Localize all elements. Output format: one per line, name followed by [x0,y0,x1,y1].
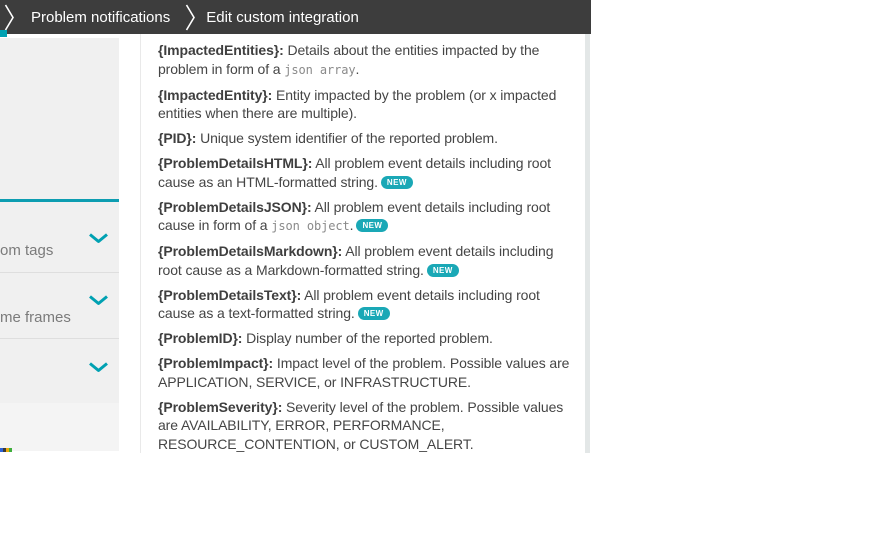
chevron-down-icon[interactable] [88,362,109,373]
placeholder-description [158,354,570,391]
placeholder-name: {ProblemDetailsHTML}: [158,155,313,171]
new-badge: NEW [356,219,388,232]
breadcrumb-item-problem-notifications[interactable]: Problem notifications [31,8,171,26]
placeholder-name: {PID}: [158,130,197,146]
sidebar-lower-panel [0,403,119,451]
placeholder-text: Impact level of the problem. Possible values are APPLICATION, SERVICE, or INFRASTRUCTURE. [158,355,570,390]
chevron-down-icon[interactable] [88,295,109,306]
chevron-down-icon[interactable] [88,233,109,244]
scrollbar-track[interactable] [585,34,590,453]
placeholder-text: Entity impacted by the problem (or x impacted entities when there are multiple). [158,86,557,121]
placeholder-description [158,286,570,323]
sidebar-item-custom-tags[interactable] [0,230,119,300]
placeholder-description [158,398,570,454]
placeholder-text-end: . [355,60,360,77]
placeholder-text: All problem event details including root cause as a Markdown-formatted string. [158,243,554,278]
placeholder-code-text: json array [284,62,356,77]
placeholder-name: {ProblemID}: [158,330,243,346]
breadcrumb [0,0,591,34]
placeholder-description [158,86,570,123]
placeholder-text: Display number of the reported problem. [242,330,493,346]
breadcrumb-chevron-icon [4,4,15,31]
cropped-icon-fragment [0,448,12,452]
placeholder-text-end: . [349,217,354,233]
placeholder-description [158,198,570,236]
placeholder-description [158,242,570,279]
placeholder-list [141,34,586,453]
placeholder-description [158,154,570,191]
breadcrumb-item-edit-custom-integration[interactable]: Edit custom integration [206,8,359,26]
placeholder-text: All problem event details including root cause in form of a [158,198,551,233]
divider [0,338,119,339]
placeholder-description [158,129,570,148]
placeholder-code-text: json object [271,219,350,233]
divider [0,272,119,273]
placeholder-name: {ProblemDetailsText}: [158,286,302,303]
placeholder-text: Unique system identifier of the reported problem. [196,130,498,146]
placeholder-name: {ProblemDetailsJSON}: [158,198,312,215]
new-badge: NEW [427,264,459,277]
sidebar-item-time-frames[interactable] [0,293,119,357]
placeholder-text: Details about the entities impacted by the problem in form of a [158,42,540,77]
accent-marker [0,30,7,37]
content-panel [140,34,592,453]
new-badge: NEW [358,307,390,320]
sidebar-panel [0,38,119,403]
placeholder-description [158,41,570,79]
placeholder-name: {ProblemImpact}: [158,355,274,371]
placeholder-description [158,329,570,348]
sidebar-item-label: me frames [0,309,71,326]
placeholder-name: {ProblemSeverity}: [158,398,283,415]
sidebar-item-label: om tags [0,242,54,259]
breadcrumb-chevron-icon [185,4,196,31]
placeholder-name: {ProblemDetailsMarkdown}: [158,243,343,259]
new-badge: NEW [381,176,413,189]
placeholder-text: Severity level of the problem. Possible values are AVAILABILITY, ERROR, PERFORMANCE, RESOURCE_CONTENTION, or CUSTOM_ALERT. [158,398,564,452]
placeholder-text: All problem event details including root cause as an HTML-formatted string. [158,155,551,190]
sidebar-active-indicator [0,199,119,202]
placeholder-name: {ImpactedEntities}: [158,42,284,58]
placeholder-name: {ImpactedEntity}: [158,86,273,103]
placeholder-text: All problem event details including root cause as a text-formatted string. [158,286,540,321]
